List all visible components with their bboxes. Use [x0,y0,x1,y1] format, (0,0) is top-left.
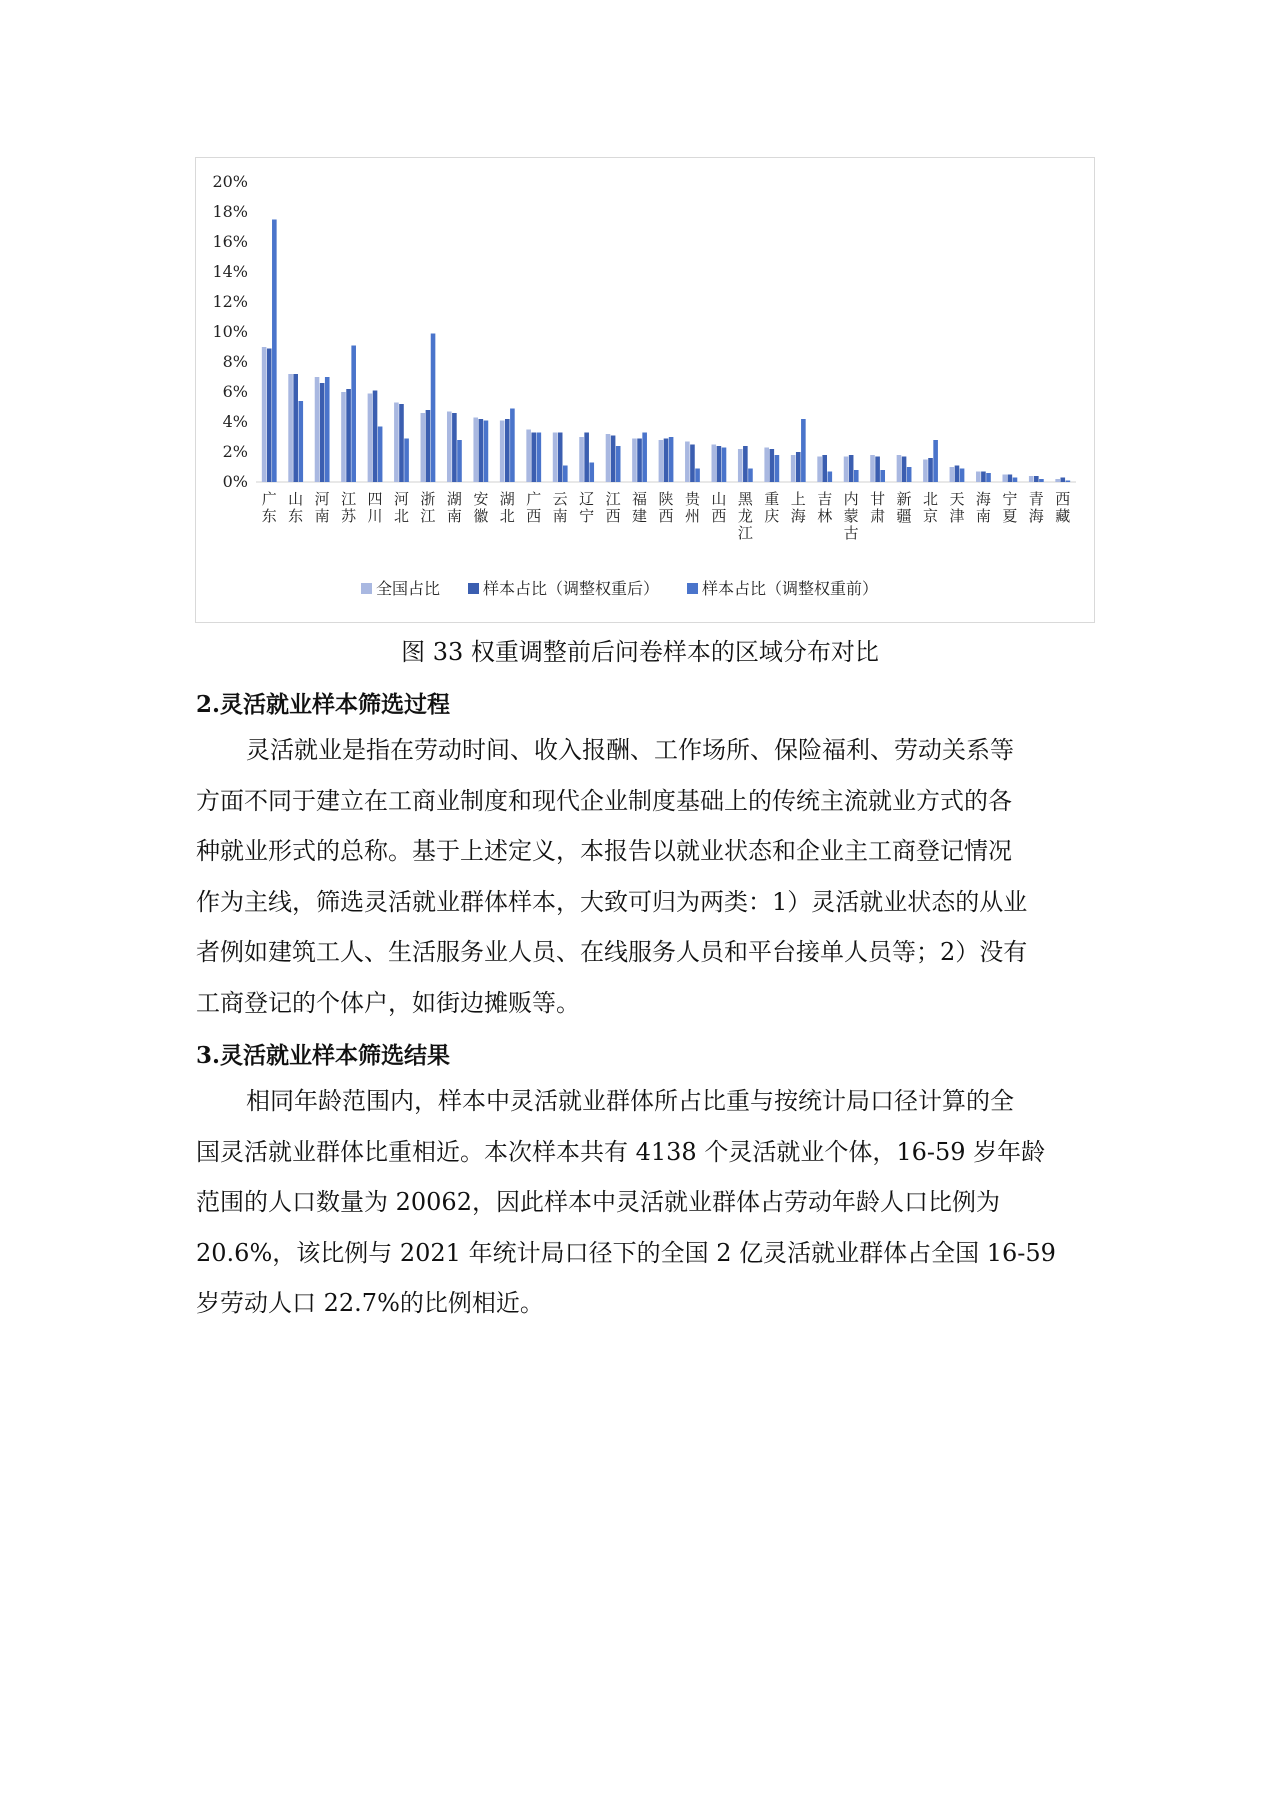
bar-1 [579,437,584,482]
legend-label-1: 全国占比 [376,579,441,598]
bar-3 [484,421,489,483]
x-tick-label: 四川 [367,490,383,525]
bar-2 [267,349,272,483]
x-tick-label: 广东 [261,490,277,525]
bar-2 [796,452,801,482]
bar-3 [986,473,991,482]
bar-1 [791,455,796,482]
bar-1 [950,467,955,482]
bar-2 [770,449,775,482]
bar-2 [902,457,907,483]
bar-1 [976,472,981,483]
y-tick-label: 20% [212,172,248,191]
bar-2 [955,466,960,483]
x-tick-label: 上海 [790,490,806,525]
x-tick-label: 湖南 [446,490,462,525]
x-tick-label: 广西 [526,490,542,525]
y-tick-label: 10% [212,322,248,341]
bar-1 [685,442,690,483]
bar-2 [611,436,616,483]
bar-1 [288,374,293,482]
x-tick-label: 甘肃 [870,490,886,525]
paragraph-line: 范围的人口数量为 20062，因此样本中灵活就业群体占劳动年龄人口比例为 [196,1188,1000,1216]
bar-3 [907,467,912,482]
section-3-paragraph [196,1076,1096,1329]
x-tick-label: 贵州 [684,490,700,525]
bar-2 [399,404,404,482]
bar-1 [1029,476,1034,482]
x-tick-label: 湖北 [499,490,515,525]
paragraph-line: 国灵活就业群体比重相近。本次样本共有 4138 个灵活就业个体，16-59 岁年龄 [196,1137,1046,1166]
bar-1 [764,448,769,483]
bar-1 [712,445,717,483]
bar-3 [642,433,647,483]
x-tick-label: 陕西 [658,490,674,525]
bar-1 [368,394,373,483]
bar-2 [346,389,351,482]
x-tick-label: 天津 [949,490,965,525]
bar-3 [722,448,727,483]
paragraph-line: 相同年龄范围内，样本中灵活就业群体所占比重与按统计局口径计算的全 [246,1087,1014,1115]
bar-3 [880,470,885,482]
bar-2 [743,446,748,482]
x-tick-label: 吉林 [817,490,833,525]
x-tick-label: 江苏 [341,490,357,525]
bar-1 [447,412,452,483]
bar-2 [293,374,298,482]
section-heading-2: 2.灵活就业样本筛选过程 [196,691,451,718]
paragraph-line: 方面不同于建立在工商业制度和现代企业制度基础上的传统主流就业方式的各 [196,786,1012,815]
y-tick-label: 18% [212,202,248,221]
bar-3 [1013,478,1018,483]
bar-2 [426,410,431,482]
x-tick-label: 山西 [711,490,727,525]
y-tick-label: 16% [212,232,248,251]
bar-3 [404,439,409,483]
bar-3 [325,377,330,482]
x-tick-label: 黑龙江 [737,490,753,542]
section-2-paragraph [196,725,1096,1028]
bar-3 [616,446,621,482]
y-tick-label: 2% [222,442,248,461]
bar-3 [510,409,515,483]
region-distribution-bar-chart [196,158,1096,624]
y-tick-label: 14% [212,262,248,281]
x-tick-label: 青海 [1028,490,1044,525]
bar-2 [875,457,880,483]
bar-3 [801,419,806,482]
bar-2 [505,419,510,482]
bar-1 [844,457,849,483]
bar-3 [1066,481,1071,483]
bar-3 [537,433,542,483]
bar-1 [1002,475,1007,483]
legend-swatch-3 [687,583,698,594]
x-tick-label: 河南 [314,490,330,525]
bar-1 [553,433,558,483]
x-tick-label: 新疆 [896,490,912,525]
bar-3 [563,466,568,483]
bar-1 [870,455,875,482]
bar-1 [421,413,426,482]
bar-1 [738,449,743,482]
bar-3 [933,440,938,482]
paragraph-line: 者例如建筑工人、生活服务业人员、在线服务人员和平台接单人员等；2）没有 [196,938,1028,966]
bar-2 [981,472,986,483]
bar-1 [606,434,611,482]
bar-3 [378,427,383,483]
bar-2 [584,433,589,483]
paragraph-line: 作为主线，筛选灵活就业群体样本，大致可归为两类：1）灵活就业状态的从业 [196,887,1028,916]
bar-2 [664,439,669,483]
bar-2 [373,391,378,483]
bar-2 [928,458,933,482]
bar-3 [589,463,594,483]
x-tick-label: 云南 [552,490,568,525]
bar-2 [1008,475,1013,483]
bar-1 [897,455,902,482]
paragraph-line: 灵活就业是指在劳动时间、收入报酬、工作场所、保险福利、劳动关系等 [246,736,1014,764]
paragraph-line: 20.6%，该比例与 2021 年统计局口径下的全国 2 亿灵活就业群体占全国 16-59 [196,1238,1056,1267]
bar-2 [452,413,457,482]
x-tick-label: 重庆 [764,490,780,525]
paragraph-line: 种就业形式的总称。基于上述定义，本报告以就业状态和企业主工商登记情况 [196,837,1012,865]
bar-3 [1039,479,1044,482]
x-tick-label: 西藏 [1055,490,1071,525]
legend-label-3: 样本占比（调整权重前） [702,579,879,598]
bar-1 [1055,479,1060,482]
bar-3 [669,437,674,482]
bar-1 [632,439,637,483]
bar-2 [320,383,325,482]
bar-3 [854,470,859,482]
legend-swatch-2 [468,583,479,594]
bar-1 [817,457,822,483]
bar-3 [775,455,780,482]
bar-3 [298,401,303,482]
y-tick-label: 4% [222,412,248,431]
bar-2 [1034,476,1039,482]
bar-2 [822,455,827,482]
paragraph-line: 工商登记的个体户，如街边摊贩等。 [196,988,580,1017]
paragraph-line: 岁劳动人口 22.7%的比例相近。 [196,1289,544,1317]
bar-3 [431,334,436,483]
x-tick-label: 内蒙古 [843,490,859,542]
x-tick-label: 辽宁 [579,490,595,525]
x-tick-label: 江西 [605,490,621,525]
bar-1 [923,460,928,483]
section-heading-3: 3.灵活就业样本筛选结果 [196,1042,451,1069]
x-tick-label: 山东 [288,490,304,525]
figure-caption: 图 33 权重调整前后问卷样本的区域分布对比 [401,638,879,666]
y-tick-label: 6% [222,382,248,401]
legend-label-2: 样本占比（调整权重后） [483,579,660,598]
x-tick-label: 浙江 [420,490,436,525]
bar-2 [531,433,536,483]
x-tick-label: 河北 [393,490,409,525]
bar-1 [500,421,505,483]
x-tick-label: 宁夏 [1002,490,1018,525]
y-tick-label: 12% [212,292,248,311]
chart-container [195,157,1095,623]
y-tick-label: 8% [222,352,248,371]
bar-2 [1060,478,1065,483]
x-tick-label: 北京 [923,490,939,525]
y-tick-label: 0% [222,472,248,491]
bar-2 [558,433,563,483]
bar-3 [457,440,462,482]
bar-1 [341,392,346,482]
bar-2 [690,445,695,483]
bar-2 [717,446,722,482]
bar-2 [479,419,484,482]
bar-1 [526,430,531,483]
bar-1 [659,440,664,482]
x-tick-label: 福建 [632,490,648,525]
bar-1 [473,418,478,483]
bar-3 [748,469,753,483]
bar-3 [960,469,965,483]
bar-3 [695,469,700,483]
bar-3 [828,472,833,483]
x-tick-label: 海南 [975,490,991,525]
bar-2 [849,455,854,482]
bar-3 [351,346,356,483]
x-tick-label: 安徽 [473,490,489,525]
bar-1 [315,377,320,482]
bar-2 [637,439,642,483]
bar-3 [272,220,277,483]
bar-1 [394,403,399,483]
bar-1 [262,347,267,482]
legend-swatch-1 [361,583,372,594]
